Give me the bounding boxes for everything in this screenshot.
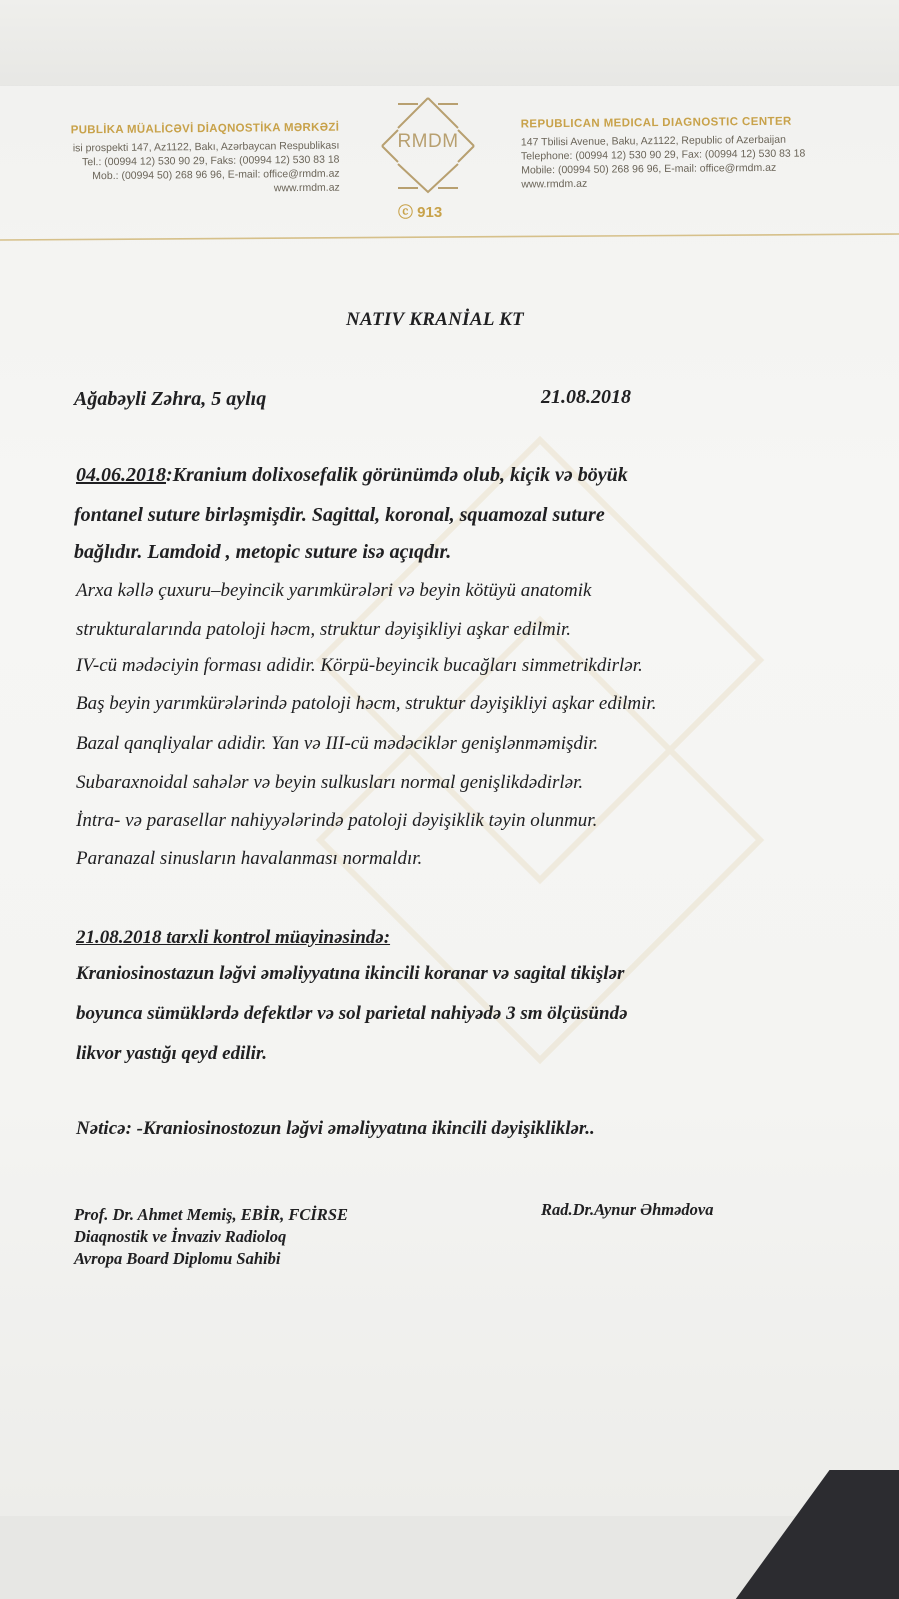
signature-left-title: Diaqnostik ve İnvaziv Radioloq	[74, 1227, 287, 1246]
phone-az: Tel.: (00994 12) 530 90 29, Faks: (00994 12) 530 83 18	[81, 153, 340, 169]
first-exam-line-1-text: :Kranium dolixosefalik görünümdə olub, kiçik və böyük	[166, 464, 628, 486]
control-exam-line: boyunca sümüklərdə defektlər və sol parietal nahiyədə 3 sm ölçüsündə	[76, 1003, 628, 1024]
finding-line: strukturalarında patoloji həcm, struktur dəyişikliyi aşkar edilmir.	[76, 619, 572, 640]
org-name-en: REPUBLICAN MEDICAL DIAGNOSTIC CENTER	[520, 115, 792, 131]
conclusion: Nəticə: -Kraniosinostozun ləğvi əməliyyatına ikincili dəyişikliklər..	[76, 1118, 595, 1139]
control-exam-heading: 21.08.2018 tarxli kontrol müayinəsində:	[76, 927, 391, 948]
website-az: www.rmdm.az	[273, 181, 340, 195]
phone-en: Telephone: (00994 12) 530 90 29, Fax: (00994 12) 530 83 18	[520, 147, 806, 163]
finding-line: Arxa kəllə çuxuru–beyincik yarımkürələri və beyin kötüyü anatomik	[76, 580, 592, 601]
address-az: isi prospekti 147, Az1122, Bakı, Azərbaycan Respublikası	[72, 139, 339, 155]
control-exam-line: Kraniosinostazun ləğvi əməliyyatına ikincili koranar və sagital tikişlər	[76, 963, 625, 984]
report-title: NATIV KRANİAL KT	[346, 309, 524, 330]
logo-code: ⓒ 913	[398, 204, 443, 221]
control-exam-line: likvor yastığı qeyd edilir.	[76, 1043, 268, 1064]
signature-left-credential: Avropa Board Diplomu Sahibi	[74, 1249, 281, 1268]
signature-left	[74, 1204, 348, 1270]
report-date: 21.08.2018	[541, 386, 631, 408]
finding-line: IV-cü mədəciyin forması adidir. Körpü-beyincik bucağları simmetrikdirlər.	[76, 655, 643, 676]
signature-right: Rad.Dr.Aynur Əhmədova	[541, 1200, 714, 1219]
first-exam-line-2: fontanel suture birləşmişdir. Sagittal, koronal, squamozal suture	[74, 504, 605, 526]
finding-line: İntra- və parasellar nahiyyələrində patoloji dəyişiklik təyin olunmur.	[76, 810, 598, 831]
mobile-en: Mobile: (00994 50) 268 96 96, E-mail: office@rmdm.az	[521, 161, 777, 177]
first-exam-line-3: bağlıdır. Lamdoid , metopic suture isə açıqdır.	[74, 541, 452, 563]
logo-text: RMDM	[397, 131, 459, 152]
finding-line: Paranazal sinusların havalanması normaldır.	[76, 848, 423, 869]
patient-name: Ağabəyli Zəhra, 5 aylıq	[74, 388, 267, 410]
first-exam-line-1	[76, 464, 628, 487]
website-en: www.rmdm.az	[521, 177, 588, 191]
address-en: 147 Tbilisi Avenue, Baku, Az1122, Republic of Azerbaijan	[520, 133, 786, 149]
org-name-az: PUBLİKA MÜALİCƏVİ DİAQNOSTİKA MƏRKƏZİ	[70, 121, 339, 137]
signature-left-name: Prof. Dr. Ahmet Memiş, EBİR, FCİRSE	[74, 1205, 348, 1224]
finding-line: Subaraxnoidal sahələr və beyin sulkusları normal genişlikdədirlər.	[76, 772, 584, 793]
mobile-az: Mob.: (00994 50) 268 96 96, E-mail: office@rmdm.az	[91, 167, 340, 183]
first-exam-date: 04.06.2018	[76, 464, 166, 486]
finding-line: Baş beyin yarımkürələrində patoloji həcm, struktur dəyişikliyi aşkar edilmir.	[76, 693, 657, 714]
finding-line: Bazal qanqliyalar adidir. Yan və III-cü mədəciklər genişlənməmişdir.	[76, 733, 599, 754]
